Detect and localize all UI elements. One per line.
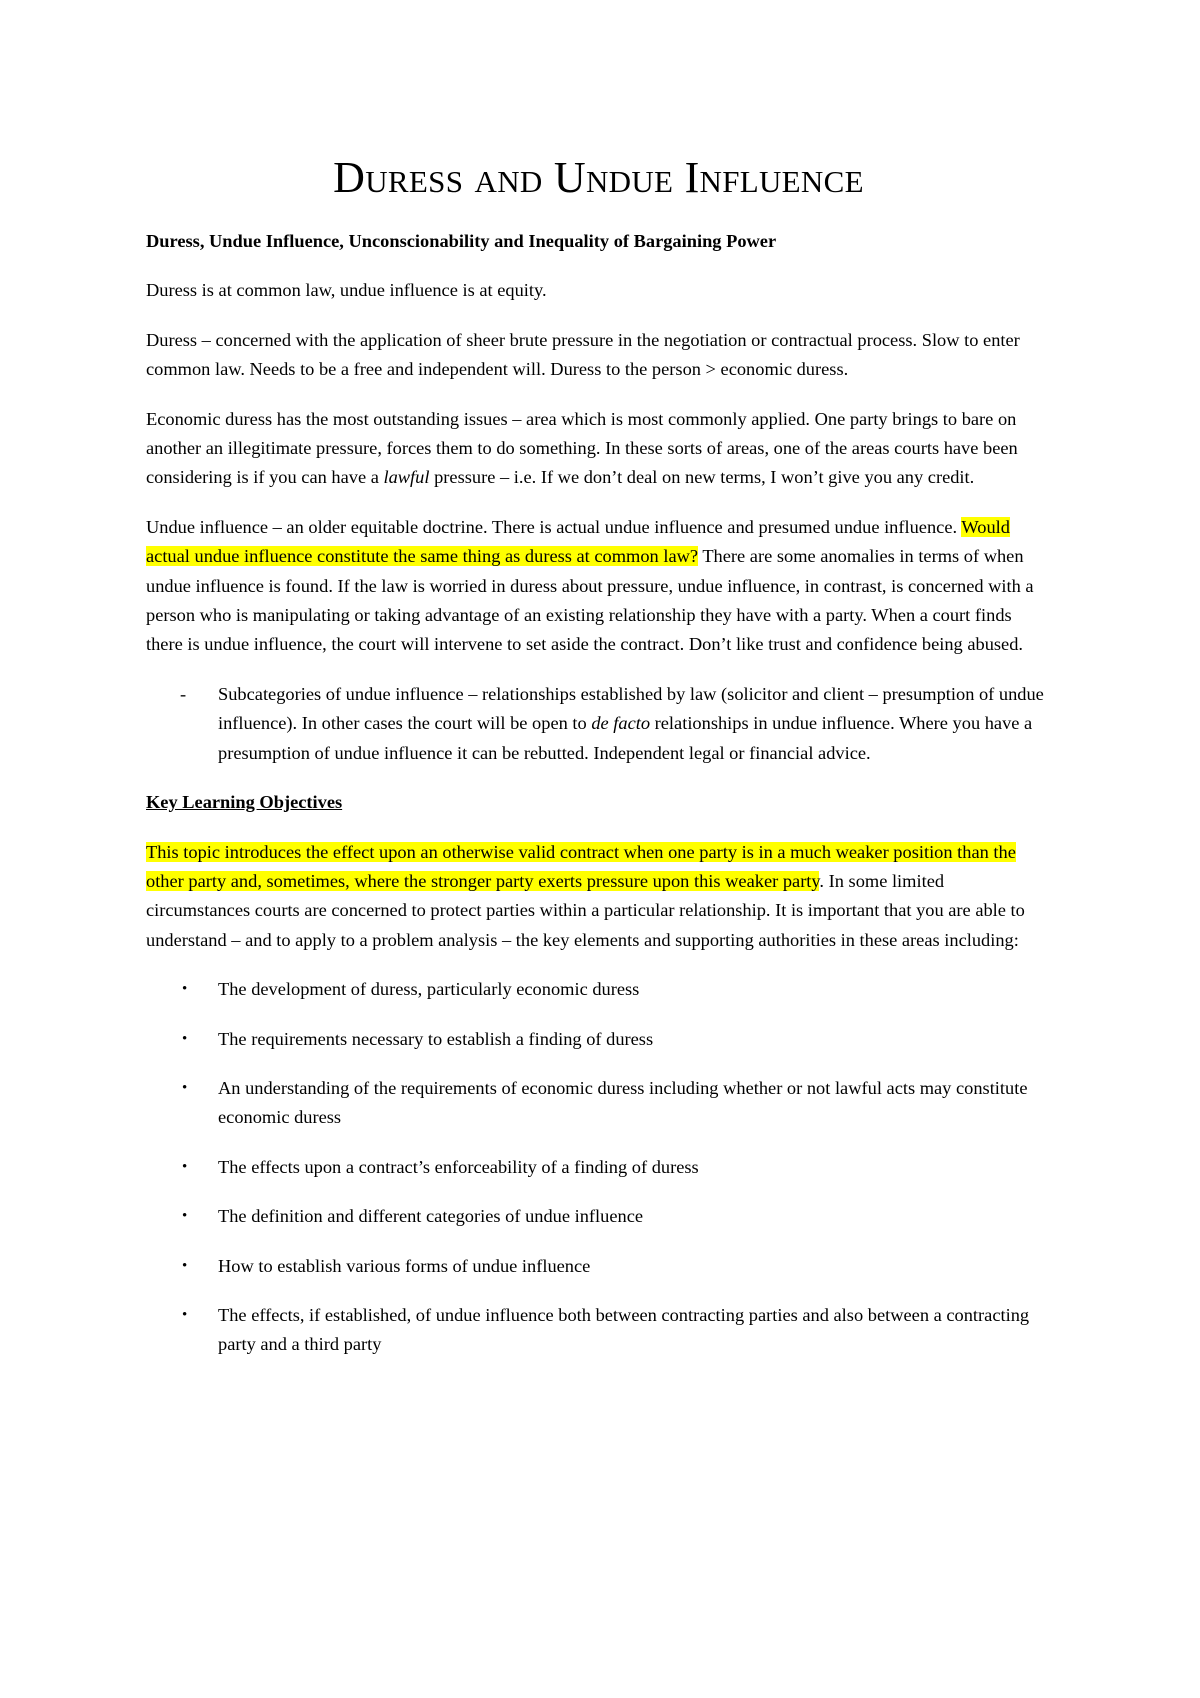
bullet-marker: • [182, 1030, 188, 1047]
list-item-text: The definition and different categories of undue influence [218, 1206, 644, 1227]
list-item-text: Subcategories of undue influence – relationships established by law (solicitor and client – presumption of undue influence). In other cases the court will be open to [218, 683, 1044, 734]
dash-list [146, 680, 1051, 768]
highlighted-question: Would actual undue influence constitute the same thing as duress at common law? [146, 516, 1010, 567]
list-item [182, 1252, 1051, 1281]
document-body [146, 150, 1051, 1380]
list-item-text: How to establish various forms of undue influence [218, 1255, 591, 1276]
section-subtitle: Duress, Undue Influence, Unconscionability and Inequality of Bargaining Power [146, 231, 777, 251]
list-item [180, 680, 1051, 768]
bullet-marker: • [182, 1079, 188, 1096]
paragraph-text: Undue influence – an older equitable doctrine. There is actual undue influence and presumed undue influence. [146, 516, 962, 537]
italic-term: lawful [383, 467, 430, 488]
page-title: Duress and Undue Influence [333, 153, 864, 202]
bullet-marker: • [182, 1257, 188, 1274]
paragraph-undue-influence [146, 513, 1051, 660]
bullet-marker: • [182, 1306, 188, 1323]
paragraph-topic-intro [146, 838, 1051, 956]
list-item-text: An understanding of the requirements of economic duress including whether or not lawful acts may constitute economic duress [218, 1077, 1028, 1128]
list-item-text: The effects upon a contract’s enforceability of a finding of duress [218, 1156, 699, 1177]
paragraph-economic-duress [146, 405, 1051, 493]
paragraph-common-law-equity: Duress is at common law, undue influence is at equity. [146, 280, 547, 301]
highlighted-text: This topic introduces the effect upon an otherwise valid contract when one party is in a much weaker position than the other party and, sometimes, where the stronger party exerts pressure upon this weaker party [146, 841, 1016, 891]
list-item-text: relationships in undue influence. Where you have a presumption of undue influence it can be rebutted. Independent legal or financial advice. [218, 713, 1033, 763]
list-item [182, 1153, 1051, 1182]
list-item [182, 1025, 1051, 1054]
italic-term: de facto [591, 713, 651, 734]
list-item-text: The development of duress, particularly economic duress [218, 979, 640, 1000]
list-item-text: The requirements necessary to establish a finding of duress [218, 1028, 654, 1049]
paragraph-text: Economic duress has the most outstanding issues – area which is most commonly applied. One party brings to bare on another an illegitimate pressure, forces them to do something. In these sorts of areas, one of the areas courts have been considering is if you can have a [146, 408, 1018, 488]
list-item [182, 1202, 1051, 1231]
objectives-list [146, 975, 1051, 1360]
bullet-marker: • [182, 1208, 188, 1225]
list-item [182, 975, 1051, 1004]
bullet-marker: • [182, 981, 188, 998]
list-item [182, 1301, 1051, 1360]
paragraph-text: There are some anomalies in terms of when undue influence is found. If the law is worried in duress about pressure, undue influence, in contrast, is concerned with a person who is manipulating or taking advantage of an existing relationship they have with a party. When a court finds there is undue influence, the court will intervene to set aside the contract. Don’t like trust and confidence being abused. [146, 546, 1034, 655]
paragraph-text: . In some limited circumstances courts are concerned to protect parties within a particular relationship. It is important that you are able to understand – and to apply to a problem analysis – the key elements and supporting authorities in these areas including: [146, 870, 1025, 950]
bullet-marker: • [182, 1158, 188, 1175]
dash-marker: - [180, 683, 187, 704]
objectives-heading: Key Learning Objectives [146, 792, 343, 813]
list-item-text: The effects, if established, of undue influence both between contracting parties and also between a contracting party and a third party [218, 1304, 1030, 1355]
paragraph-text: pressure – i.e. If we don’t deal on new terms, I won’t give you any credit. [429, 467, 975, 488]
list-item [182, 1074, 1051, 1133]
paragraph-duress: Duress – concerned with the application of sheer brute pressure in the negotiation or contractual process. Slow to enter common law. Needs to be a free and independent will. Duress to the person > economic duress. [146, 329, 1020, 380]
